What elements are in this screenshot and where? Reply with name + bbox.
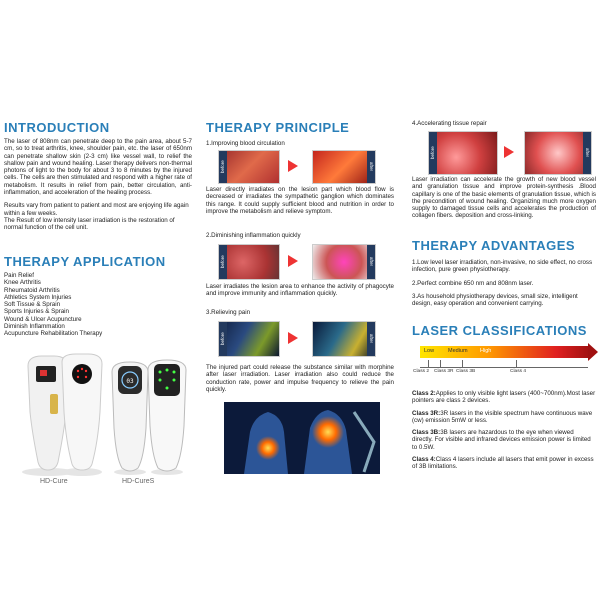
laser-scale-bar: [420, 346, 590, 358]
tissue-after-image: [524, 131, 592, 175]
therapy-principle-title: THERAPY PRINCIPLE: [206, 120, 350, 135]
advantages-list: [412, 259, 598, 307]
list-item: 3.As household physiotherapy devices, small size, intelligent design, easy operation and convenient carrying.: [412, 292, 578, 308]
blood-after-image: [312, 150, 376, 184]
scale-axis: [420, 367, 588, 368]
after-label: after: [367, 322, 375, 356]
tissue-repair-text: Laser irradiation can accelerate the growth of new blood vessel and granulation tissue and improve protein-synthesis .Blood capillary is one of the basic elements of granulation tissue, which is the precondition of wound healing. Organizing much more oxygen supply to damaged tissue cells and accelerates the production of collagen fibers. deposition and cross-linking.: [412, 176, 596, 220]
list-item: Wound & Ulcer Acupuncture: [4, 315, 82, 323]
class-tick-label: Class 4: [510, 369, 526, 374]
inflammation-before-image: [218, 244, 280, 280]
svg-text:03: 03: [126, 378, 134, 385]
before-label: before: [219, 322, 227, 356]
list-item: Class 3R:3R lasers in the visible spectrum have continuous wave (cw) emission 5mW or less.: [412, 409, 593, 424]
list-item: Sports Injuries & Sprain: [4, 308, 69, 316]
class-tick-label: Class 2: [413, 369, 429, 374]
inflammation-after-image: [312, 244, 376, 280]
list-item: 1.Low level laser irradiation, non-invasive, no side effect, no cross infection, pure green physiotherapy.: [412, 259, 593, 274]
introduction-body: [4, 138, 192, 232]
device-hd-cure-image: [52, 352, 112, 477]
arrow-right-icon: [288, 160, 298, 172]
laser-classifications-title: LASER CLASSIFICATIONS: [412, 323, 587, 338]
therapy-application-list: [4, 272, 102, 338]
list-item: Knee Arthritis: [4, 279, 41, 287]
scale-high: High: [480, 348, 492, 354]
scale-low: Low: [424, 348, 435, 354]
list-item: Rheumatoid Arthritis: [4, 286, 60, 294]
list-item: Diminish Inflammation: [4, 323, 65, 331]
pain-before-image: [218, 321, 280, 357]
intro-paragraph: The Result of low intensity laser irradiation is the restoration of normal function of the cell unit.: [4, 216, 175, 232]
list-item: Athletics System Injuries: [4, 293, 72, 301]
arrow-right-icon: [504, 146, 514, 158]
list-item: Class 3B:3B lasers are hazardous to the eye when viewed directly. For visible and infrared devices emission power is limited to 0.5W.: [412, 429, 591, 451]
intro-paragraph: Results vary from patient to patient and most are enjoying life again within a few weeks.: [4, 202, 189, 217]
list-item: Pain Relief: [4, 272, 34, 279]
after-label: after: [583, 132, 591, 174]
list-item: Class 2:Applies to only visible light lasers (400~700nm).Most laser pointers are class 2 devices.: [412, 390, 596, 405]
arrow-right-icon: [288, 255, 298, 267]
after-label: after: [367, 151, 375, 183]
section-text: Laser directly irradiates on the lesion part which blood flow is decreased or irradiates the sympathetic ganglion which dominates this range. It could supply sufficient blood and nutrition in order to improve the metabolism and relieve symptom.: [206, 186, 394, 215]
section-text: The injured part could release the substance similar with morphine after laser irradiation. Laser irradiation also could reduce the conduction rate, power and impulse frequency to relieve the pain quickly.: [206, 364, 394, 393]
classifications-list: [412, 390, 596, 471]
scale-tick: [440, 360, 441, 368]
blood-before-image: [218, 150, 280, 184]
scale-medium: Medium: [448, 348, 468, 354]
section-heading: 3.Relieving pain: [206, 309, 251, 316]
pain-after-image: [312, 321, 376, 357]
therapy-application-title: THERAPY APPLICATION: [4, 254, 166, 269]
device-label-hd-cure: HD-Cure: [40, 478, 68, 485]
before-label: before: [219, 151, 227, 183]
list-item: Class 4:Class 4 lasers include all lasers that emit power in excess of 3B limitations.: [412, 456, 594, 471]
section-heading: 2.Diminishing inflammation quickly: [206, 232, 301, 239]
section-heading: 4.Accelerating tissue repair: [412, 120, 487, 127]
scale-tick: [462, 360, 463, 368]
list-item: Acupuncture Rehabilitation Therapy: [4, 330, 103, 338]
introduction-title: INTRODUCTION: [4, 120, 110, 135]
device-label-hd-cures: HD-CureS: [122, 478, 155, 485]
body-pain-illustration: [224, 402, 380, 474]
device-hd-cures-image: [144, 356, 190, 476]
section-heading: 1.Improving blood circulation: [206, 140, 285, 147]
list-item: Soft Tissue & Sprain: [4, 301, 61, 309]
after-label: after: [367, 245, 375, 279]
scale-tick: [428, 360, 429, 368]
list-item: 2.Perfect combine 650 nm and 808nm laser.: [412, 279, 534, 287]
arrow-right-icon: [288, 332, 298, 344]
laser-scale-arrow-icon: [588, 343, 598, 361]
tissue-before-image: [428, 131, 498, 175]
intro-paragraph: The laser of 808nm can penetrate deep to the pain area, about 5-7 cm, so to treat arthritis, knee, shoulder pain, etc. the laser of 650nm can penetrate shallow skin (2-3 cm) like vessel wall, to relief the shallow pain and wound healing. Laser therapy delivers non-thermal photons of light to the body for about 3 to 8 minutes by the injured cells. The cells are then stimulated and respond with a higher rate of metabolism. It results in relief from pain, better circulation, anti-inflammation, and acceleration of the healing process.: [4, 138, 192, 197]
therapy-advantages-title: THERAPY ADVANTAGES: [412, 238, 576, 253]
class-tick-label: Class 3B: [456, 369, 476, 374]
section-text: Laser irradiates the lesion area to enhance the activity of phagocyte and improve immunity and inflammation quickly.: [206, 283, 394, 298]
before-label: before: [219, 245, 227, 279]
scale-tick: [516, 360, 517, 368]
class-tick-label: Class 3R: [434, 369, 454, 374]
before-label: before: [429, 132, 437, 174]
